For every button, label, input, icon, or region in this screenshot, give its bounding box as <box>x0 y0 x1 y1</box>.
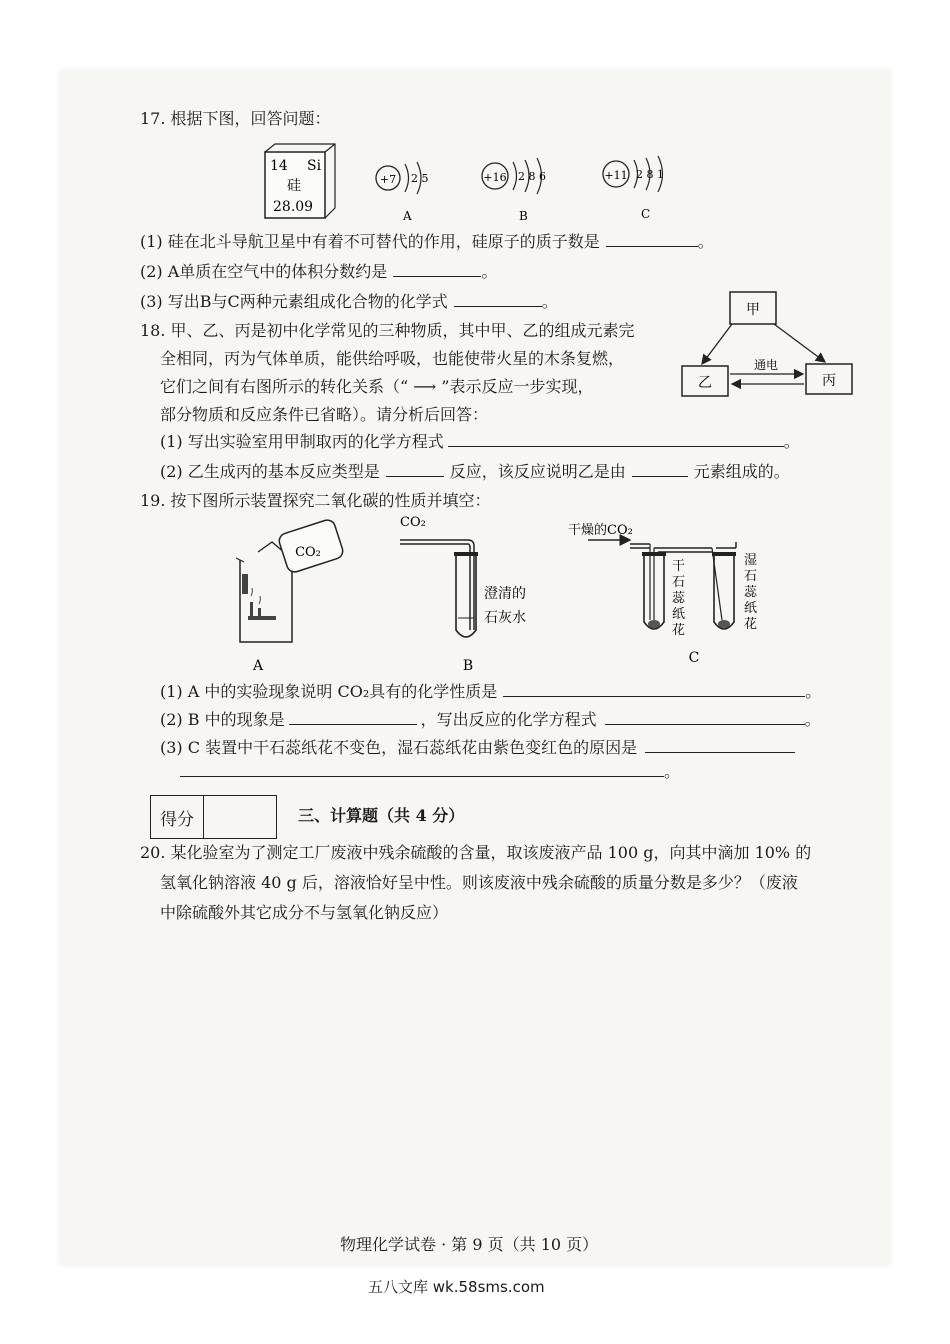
answer-blank[interactable] <box>180 760 664 777</box>
fig-c-wet-2: 蕊 <box>744 585 758 600</box>
atom-a-nucleus: +7 <box>379 173 397 186</box>
fig-c-dry-4: 花 <box>672 623 686 638</box>
element-symbol: Si <box>307 158 322 174</box>
apparatus-c <box>568 523 758 666</box>
q17-sub3: (3) 写出B与C两种元素组成化合物的化学式 。 <box>140 292 558 311</box>
atom-c-label: C <box>641 207 651 221</box>
element-mass: 28.09 <box>273 199 314 215</box>
atom-a-label: A <box>403 209 412 223</box>
q19-sub1: (1) A 中的实验现象说明 CO₂具有的化学性质是 。 <box>160 682 822 701</box>
fig-c-wet-4: 花 <box>744 617 758 632</box>
silicon-element-box <box>265 144 335 218</box>
fig-c-dry-2: 蕊 <box>672 591 686 606</box>
page-footer: 物理化学试卷 · 第 9 页（共 10 页） <box>340 1235 599 1254</box>
atom-a-electrons: 2 5 <box>411 172 429 185</box>
answer-blank[interactable] <box>632 460 688 477</box>
answer-blank[interactable] <box>605 708 805 725</box>
score-label: 得分 <box>151 796 204 838</box>
q18-line3: 它们之间有右图所示的转化关系（“ ⟶ ”表示反应一步实现， <box>160 377 594 396</box>
q19-sub3: (3) C 装置中干石蕊纸花不变色，湿石蕊纸花由紫色变红色的原因是 <box>160 736 795 759</box>
q19-stem: 19. 按下图所示装置探究二氧化碳的性质并填空： <box>140 491 491 510</box>
score-box <box>150 795 277 839</box>
q20-line2: 氢氧化钠溶液 40 g 后，溶液恰好呈中性。则该废液中残余硫酸的质量分数是多少？（废液 <box>160 873 798 892</box>
atom-b-label: B <box>519 209 528 223</box>
atom-c-electrons: 2 8 1 <box>636 168 664 181</box>
node-bing: 丙 <box>822 373 836 389</box>
element-name: 硅 <box>287 178 301 194</box>
atom-b-electrons: 2 8 6 <box>518 170 546 183</box>
q18-line4: 部分物质和反应条件已省略）。请分析后回答： <box>160 405 489 424</box>
q20-line1: 20. 某化验室为了测定工厂废液中残余硫酸的含量，取该废液产品 100 g，向其中滴加 10% 的 <box>140 843 812 862</box>
q18-sub2: (2) 乙生成丙的基本反应类型是 反应，该反应说明乙是由 元素组成的。 <box>160 462 790 481</box>
fig-c-dry-0: 干 <box>672 559 686 574</box>
fig-b-liquid-1: 澄清的 <box>484 586 526 602</box>
element-number: 14 <box>270 158 288 174</box>
fig-b-liquid-2: 石灰水 <box>484 610 526 626</box>
q17-sub2: (2) A单质在空气中的体积分数约是 。 <box>140 262 498 281</box>
q18-sub1: (1) 写出实验室用甲制取丙的化学方程式 。 <box>160 432 800 451</box>
answer-blank[interactable] <box>503 680 805 697</box>
q17-figure <box>255 138 715 228</box>
q17-sub1: (1) 硅在北斗导航卫星中有着不可替代的作用，硅原子的质子数是 。 <box>140 232 714 251</box>
fig-c-dry-1: 石 <box>672 575 686 590</box>
fig-a-bottle-label: CO₂ <box>295 545 321 560</box>
fig-c-wet-3: 纸 <box>744 601 758 616</box>
q19-sub3-cont: 。 <box>180 760 680 783</box>
atom-structure-a <box>376 162 429 223</box>
atom-c-nucleus: +11 <box>604 169 628 182</box>
fig-c-wet-0: 湿 <box>744 553 758 568</box>
q17-stem: 17. 根据下图，回答问题： <box>140 109 331 128</box>
node-jia: 甲 <box>746 302 760 318</box>
atom-structure-c <box>603 156 664 221</box>
atom-structure-b <box>482 158 546 223</box>
answer-blank[interactable] <box>393 260 481 277</box>
arrow-label-tongdian: 通电 <box>753 358 779 372</box>
apparatus-a <box>236 518 345 672</box>
answer-blank[interactable] <box>289 708 417 725</box>
fig-a-label: A <box>252 658 264 672</box>
answer-blank[interactable] <box>645 736 795 753</box>
q19-figure <box>220 512 800 672</box>
fig-c-dry-3: 纸 <box>672 607 686 622</box>
q18-conversion-diagram <box>670 286 870 404</box>
q18-line2: 全相同，丙为气体单质，能供给呼吸，也能使带火星的木条复燃， <box>160 349 625 368</box>
fig-c-gas-label: 干燥的CO₂ <box>568 523 633 538</box>
fig-b-label: B <box>462 658 474 672</box>
fig-b-gas-label: CO₂ <box>400 515 426 530</box>
atom-b-nucleus: +16 <box>483 171 507 184</box>
answer-blank[interactable] <box>454 290 542 307</box>
q19-sub2: (2) B 中的现象是 ，写出反应的化学方程式 。 <box>160 710 821 729</box>
q18-line1: 18. 甲、乙、丙是初中化学常见的三种物质，其中甲、乙的组成元素完 <box>140 321 635 340</box>
answer-blank[interactable] <box>386 460 444 477</box>
watermark: 五八文库 wk.58sms.com <box>368 1278 545 1296</box>
answer-blank[interactable] <box>448 430 784 447</box>
fig-c-label: C <box>688 650 700 666</box>
q20-line3: 中除硫酸外其它成分不与氢氧化钠反应） <box>160 903 449 922</box>
apparatus-b <box>400 515 526 672</box>
fig-c-wet-1: 石 <box>744 569 758 584</box>
answer-blank[interactable] <box>606 230 698 247</box>
section-title: 三、计算题（共 4 分） <box>298 806 465 825</box>
node-yi: 乙 <box>698 375 712 391</box>
